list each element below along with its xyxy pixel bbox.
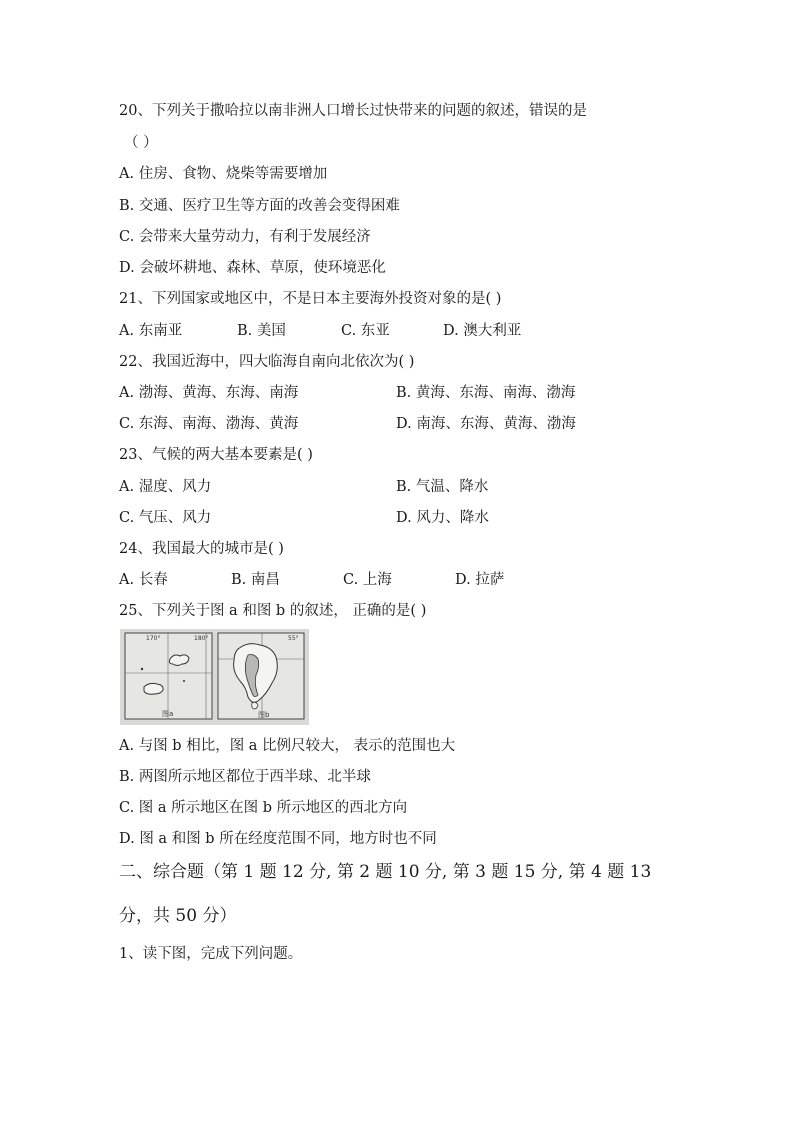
q25-map-figure bbox=[120, 629, 309, 725]
map-a-islet bbox=[141, 668, 143, 670]
q21-option-a: A. 东南亚 bbox=[119, 323, 183, 339]
map-a-frame bbox=[125, 633, 212, 719]
q23-option-b: B. 气温、降水 bbox=[396, 479, 489, 495]
q23-option-a: A. 湿度、风力 bbox=[119, 479, 212, 495]
q24-stem: 24、我国最大的城市是( ) bbox=[119, 541, 284, 557]
map-a-island-2 bbox=[144, 683, 163, 694]
q23-option-d: D. 风力、降水 bbox=[396, 510, 489, 526]
q20-option-a: A. 住房、食物、烧柴等需要增加 bbox=[119, 166, 328, 182]
map-a-islet-2 bbox=[183, 680, 185, 682]
q20-stem: 20、下列关于撒哈拉以南非洲人口增长过快带来的问题的叙述，错误的是 bbox=[119, 103, 587, 119]
q23-option-c: C. 气压、风力 bbox=[119, 510, 212, 526]
q25-option-d: D. 图 a 和图 b 所在经度范围不同，地方时也不同 bbox=[119, 831, 437, 847]
section2-title-line2: 分，共 50 分） bbox=[119, 906, 237, 926]
map-a-tick-right: 180° bbox=[194, 635, 209, 642]
q25-stem: 25、下列关于图 a 和图 b 的叙述， 正确的是( ) bbox=[119, 603, 427, 619]
q22-option-c: C. 东海、南海、渤海、黄海 bbox=[119, 416, 299, 432]
q21-option-b: B. 美国 bbox=[237, 323, 286, 339]
q20-answer-paren: （ ） bbox=[124, 135, 158, 151]
q22-stem: 22、我国近海中，四大临海自南向北依次为( ) bbox=[119, 354, 415, 370]
map-b bbox=[218, 633, 304, 719]
q25-option-b: B. 两图所示地区都位于西半球、北半球 bbox=[119, 769, 371, 785]
q25-option-c: C. 图 a 所示地区在图 b 所示地区的西北方向 bbox=[119, 800, 408, 816]
q24-option-a: A. 长春 bbox=[119, 572, 168, 588]
q20-option-c: C. 会带来大量劳动力，有利于发展经济 bbox=[119, 229, 371, 245]
q24-option-c: C. 上海 bbox=[343, 572, 392, 588]
q21-stem: 21、下列国家或地区中，不是日本主要海外投资对象的是( ) bbox=[119, 291, 502, 307]
q23-stem: 23、气候的两大基本要素是( ) bbox=[119, 447, 313, 463]
q24-option-b: B. 南昌 bbox=[231, 572, 280, 588]
q21-option-c: C. 东亚 bbox=[341, 323, 390, 339]
map-b-tick-right: 55° bbox=[288, 635, 299, 642]
q24-option-d: D. 拉萨 bbox=[455, 572, 505, 588]
q21-option-d: D. 澳大利亚 bbox=[443, 323, 522, 339]
map-a-label: 图a bbox=[162, 710, 174, 718]
q22-option-b: B. 黄海、东海、南海、渤海 bbox=[396, 385, 576, 401]
map-a-tick-left: 170° bbox=[146, 635, 161, 642]
q22-option-d: D. 南海、东海、黄海、渤海 bbox=[396, 416, 576, 432]
q25-option-a: A. 与图 b 相比，图 a 比例尺较大， 表示的范围也大 bbox=[119, 738, 456, 754]
map-b-label: 图b bbox=[258, 711, 270, 719]
q25-maps-svg bbox=[120, 629, 309, 725]
q1-stem: 1、读下图，完成下列问题。 bbox=[119, 946, 303, 962]
map-a bbox=[125, 633, 212, 719]
q20-option-b: B. 交通、医疗卫生等方面的改善会变得困难 bbox=[119, 198, 400, 214]
q20-option-d: D. 会破坏耕地、森林、草原，使环境恶化 bbox=[119, 260, 386, 276]
section2-title-line1: 二、综合题（第 1 题 12 分, 第 2 题 10 分, 第 3 题 15 分, 第 4 题 13 bbox=[119, 862, 652, 882]
q22-option-a: A. 渤海、黄海、东海、南海 bbox=[119, 385, 299, 401]
